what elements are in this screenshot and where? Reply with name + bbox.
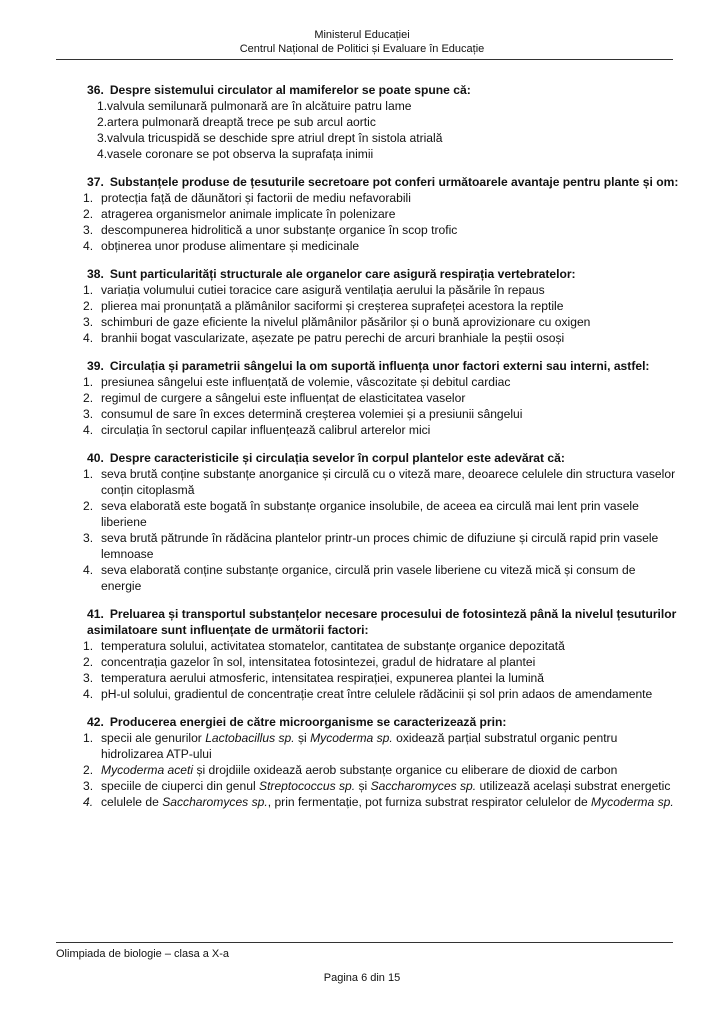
option-item [79,98,679,114]
option-text: seva elaborată este bogată în substanțe organice insolubile, de aceea ea circulă mai lent prin vasele liberiene [101,499,639,529]
option-number: 3. [83,779,94,793]
option-text: valvula tricuspidă se deschide spre atriul drept în sistola atrială [107,131,443,145]
question-41 [79,606,679,702]
question-40 [79,450,679,594]
option-text-part: și drojdiile oxidează aerob substanțe organice cu eliberare de dioxid de carbon [193,763,618,777]
option-item [79,222,679,238]
species-name: Mycoderma aceti [101,763,194,777]
option-text: vasele coronare se pot observa la suprafața inimii [107,147,374,161]
option-item [79,406,679,422]
option-number: 2. [83,499,94,513]
question-number: 39. [87,359,104,373]
option-text: seva elaborată conține substanțe organice, circulă prin vasele liberiene cu viteză mică și consum de energie [101,563,636,593]
question-text: Circulația și parametrii sângelui la om suportă influența unor factori externi sau interni, astfel: [109,359,650,373]
footer-title: Olimpiada de biologie – clasa a X-a [56,948,230,960]
option-text-part: și [294,731,311,745]
option-number: 3. [83,407,94,421]
option-text: consumul de sare în exces determină creșterea volemiei și a presiunii sângelui [101,407,523,421]
question-39 [79,358,679,438]
question-36 [79,82,679,162]
question-text: Substanțele produse de țesuturile secretoare pot conferi următoarele avantaje pentru plante și om: [109,175,679,189]
option-text: artera pulmonară dreaptă trece pe sub arcul aortic [107,115,376,129]
option-text: descompunerea hidrolitică a unor substanțe organice în scop trofic [101,223,458,237]
question-number: 41. [87,607,104,621]
options-list [79,190,679,254]
option-number: 4. [97,147,108,161]
option-item [79,686,679,702]
question-number: 42. [87,715,104,729]
option-text: concentrația gazelor în sol, intensitatea fotosintezei, gradul de hidratare al plantei [101,655,536,669]
option-text: plierea mai pronunțată a plămânilor saciformi și creșterea suprafeței acestora la reptile [101,299,564,313]
options-list [79,638,679,702]
option-item [79,638,679,654]
option-item [79,562,679,594]
option-number: 3. [83,223,94,237]
option-text [101,730,679,762]
option-text: variația volumului cutiei toracice care asigură ventilația aerului la păsările în repaus [101,283,545,297]
option-text: pH-ul solului, gradientul de concentrație creat între celulele rădăcinii și sol prin adaos de amendamente [101,687,653,701]
header-center: Centrul Național de Politici și Evaluare în Educație [239,43,485,55]
option-item [79,762,679,778]
option-item [79,206,679,222]
question-number: 36. [87,83,104,97]
species-name: Saccharomyces sp. [162,795,268,809]
option-text [101,778,679,794]
question-42 [79,714,679,810]
options-list [79,374,679,438]
option-text: protecția față de dăunători și factorii de mediu nefavorabili [101,191,411,205]
option-item [79,190,679,206]
option-item [79,778,679,794]
option-number: 4. [83,795,94,809]
option-text-part: oxidează parțial substratul organic pentru hidrolizarea ATP-ului [101,731,618,761]
header-divider [56,59,673,60]
footer-divider [56,942,673,943]
option-number: 4. [83,423,94,437]
option-number: 4. [83,331,94,345]
option-item [79,390,679,406]
question-title [79,450,679,466]
option-text-part: , prin fermentație, pot furniza substrat respirator celulelor de [267,795,592,809]
question-title [79,606,679,638]
option-number: 1. [83,467,94,481]
option-text: circulația în sectorul capilar influențează calibrul arterelor mici [101,423,431,437]
option-number: 4. [83,563,94,577]
option-number: 2. [83,299,94,313]
question-37 [79,174,679,254]
option-text-part: celulele de [101,795,163,809]
option-item [79,670,679,686]
option-item [79,298,679,314]
option-item [79,282,679,298]
option-number: 3. [97,131,108,145]
option-item [79,654,679,670]
option-item [79,238,679,254]
question-title [79,266,679,282]
option-text: branhii bogat vascularizate, așezate pe patru perechi de arcuri branhiale la peștii osoși [101,331,565,345]
question-number: 38. [87,267,104,281]
option-item [79,330,679,346]
options-list [79,466,679,594]
questions-content [79,82,679,822]
option-number: 2. [83,655,94,669]
page-header [0,28,724,56]
header-ministry: Ministerul Educației [314,29,410,41]
option-text: regimul de curgere a sângelui este influențat de elasticitatea vaselor [101,391,466,405]
option-number: 3. [83,671,94,685]
option-number: 1. [83,283,94,297]
option-number: 2. [83,763,94,777]
option-number: 2. [97,115,108,129]
option-text-part: specii ale genurilor [101,731,206,745]
option-text [101,762,679,778]
option-text-part: și [355,779,371,793]
option-text: atragerea organismelor animale implicate în polenizare [101,207,396,221]
species-name: Saccharomyces sp. [370,779,477,793]
option-text: schimburi de gaze eficiente la nivelul plămânilor păsărilor și o bună aprovizionare cu oxigen [101,315,591,329]
option-item [79,794,679,810]
option-text-part: speciile de ciuperci din genul [101,779,259,793]
question-title [79,358,679,374]
species-name: Mycoderma sp. [310,731,393,745]
option-number: 2. [83,391,94,405]
page-number: Pagina 6 din 15 [323,972,401,984]
option-number: 1. [97,99,108,113]
species-name: Mycoderma sp. [591,795,674,809]
option-item [79,146,679,162]
question-number: 40. [87,451,104,465]
option-text: temperatura solului, activitatea stomatelor, cantitatea de substanțe organice depozitată [101,639,565,653]
option-item [79,498,679,530]
options-list [79,98,679,162]
option-number: 2. [83,207,94,221]
option-item [79,422,679,438]
option-number: 1. [83,375,94,389]
options-list [79,282,679,346]
question-text: Producerea energiei de către microorganisme se caracterizează prin: [109,715,507,729]
option-number: 4. [83,687,94,701]
question-title [79,714,679,730]
question-text: Sunt particularități structurale ale organelor care asigură respirația vertebratelor: [109,267,576,281]
question-title [79,82,679,98]
option-item [79,530,679,562]
option-item [79,730,679,762]
option-text: obținerea unor produse alimentare și medicinale [101,239,360,253]
question-number: 37. [87,175,104,189]
option-item [79,466,679,498]
question-title [79,174,679,190]
option-text: valvula semilunară pulmonară are în alcătuire patru lame [107,99,412,113]
option-item [79,130,679,146]
species-name: Lactobacillus sp. [205,731,295,745]
option-number: 4. [83,239,94,253]
option-text: seva brută pătrunde în rădăcina plantelor printr-un proces chimic de difuziune și circulă rapid prin vasele lemnoase [101,531,659,561]
option-item [79,314,679,330]
species-name: Streptococcus sp. [259,779,356,793]
option-item [79,374,679,390]
option-item [79,114,679,130]
option-number: 1. [83,731,94,745]
option-number: 3. [83,315,94,329]
options-list [79,730,679,810]
option-text: seva brută conține substanțe anorganice și circulă cu o viteză mare, deoarece celulele din structura vaselor conțin citoplasmă [101,467,676,497]
option-number: 1. [83,639,94,653]
option-text: presiunea sângelui este influențată de volemie, vâscozitate și debitul cardiac [101,375,511,389]
question-text: Preluarea și transportul substanțelor necesare procesului de fotosinteză până la nivelul țesuturilor asimilatoare sunt influențate de următorii factori: [87,607,677,637]
question-text: Despre caracteristicile și circulația sevelor în corpul plantelor este adevărat că: [109,451,565,465]
option-number: 3. [83,531,94,545]
option-text-part: utilizează același substrat energetic [476,779,671,793]
question-38 [79,266,679,346]
option-number: 1. [83,191,94,205]
option-text [101,794,679,810]
question-text: Despre sistemului circulator al mamiferelor se poate spune că: [109,83,471,97]
option-text: temperatura aerului atmosferic, intensitatea respirației, expunerea plantei la lumină [101,671,545,685]
